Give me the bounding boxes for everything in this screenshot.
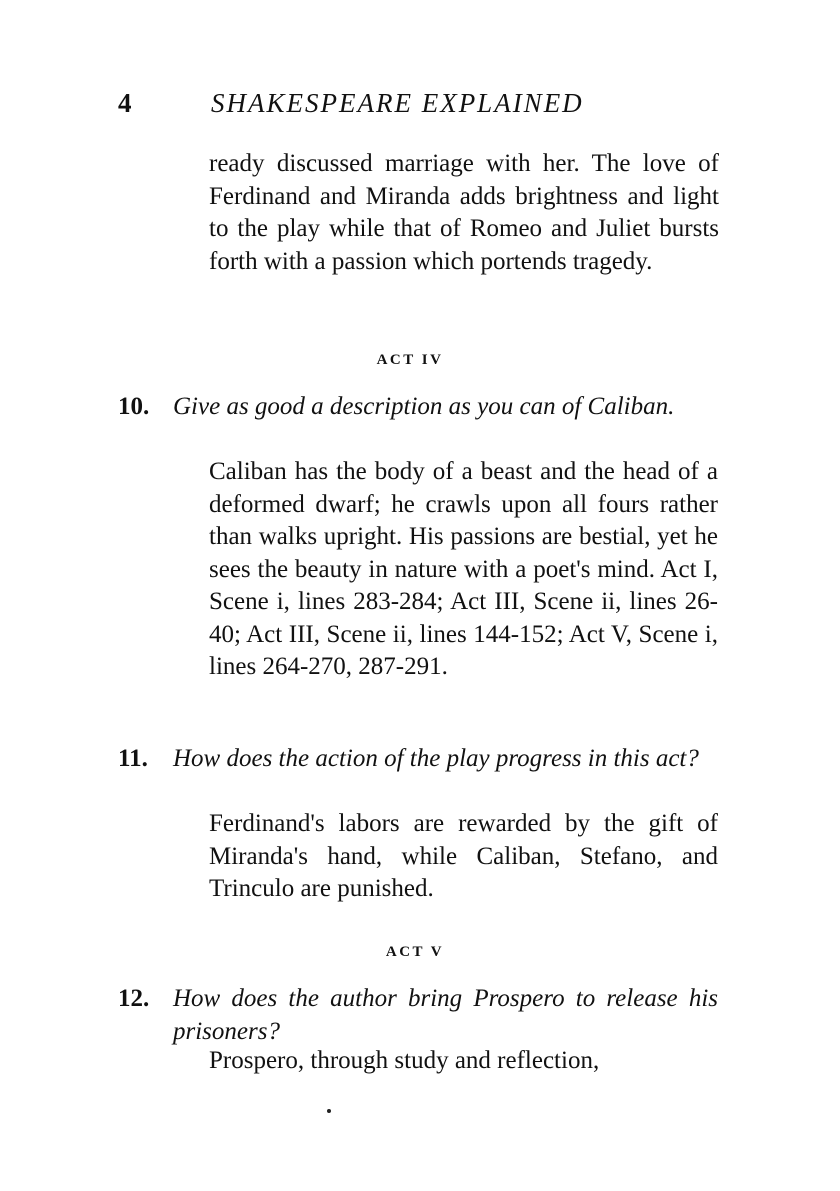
act-heading: ACT IV bbox=[376, 352, 444, 368]
question-number: 12. bbox=[118, 985, 150, 1012]
question-text: How does the author bring Prospero to release his prisoners? bbox=[173, 985, 718, 1045]
ink-speck bbox=[327, 1109, 331, 1113]
answer-text: Caliban has the body of a beast and the head of a deformed dwarf; he crawls upon all fours rather than walks upright. His passions are bestial, yet he sees the beauty in nature with a poet's mind. Act I, Scene i, lines 283-284; Act III, Scene ii, lines 26-40; Act III, Scene ii, lines 144-152; Act V, Scene i, lines 264-270, 287-291. bbox=[209, 458, 718, 680]
answer-text: Prospero, through study and reflection, bbox=[209, 1047, 600, 1074]
question-text: How does the action of the play progress in this act? bbox=[173, 745, 699, 772]
answer-text: Ferdinand's labors are rewarded by the gift of Miranda's hand, while Caliban, Stefano, and Trinculo are punished. bbox=[209, 810, 718, 902]
question-number: 11. bbox=[118, 745, 148, 772]
page-header bbox=[115, 88, 735, 124]
page-number: 4 bbox=[118, 88, 132, 118]
question-number: 10. bbox=[118, 393, 150, 420]
question-text: Give as good a description as you can of Caliban. bbox=[173, 393, 675, 420]
lead-paragraph: ready discussed marriage with her. The love of Ferdinand and Miranda adds brightness and light to the play while that of Romeo and Juliet bursts forth with a passion which portends tragedy. bbox=[209, 150, 719, 275]
act-heading: ACT V bbox=[385, 944, 445, 960]
running-title: SHAKESPEARE EXPLAINED bbox=[211, 88, 584, 118]
